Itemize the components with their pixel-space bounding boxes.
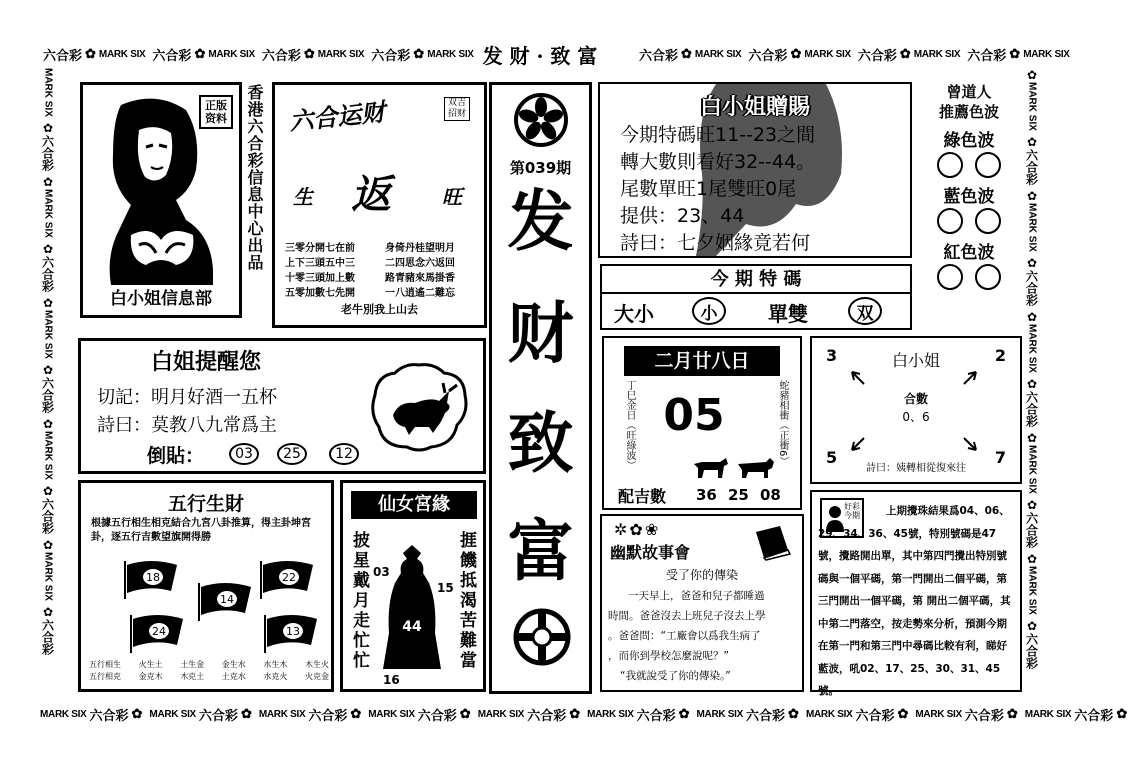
photo-box xyxy=(80,82,242,318)
horse-icon xyxy=(690,456,730,480)
bottom-border-strip xyxy=(40,704,1128,724)
peiji-number: 08 xyxy=(760,486,781,504)
flower-icon: ✿ xyxy=(42,362,54,377)
photo-side-text: 香港六合彩信息中心出品 xyxy=(245,84,264,271)
green-wave-circles xyxy=(920,152,1018,186)
corner-number: 3 xyxy=(826,346,838,365)
right-border-strip xyxy=(1022,68,1042,700)
strip-item: MARK SIX 六合彩 ✿ xyxy=(477,706,581,723)
flower-icon: ✿ xyxy=(1006,706,1018,721)
reminder-title: 白姐提醒您 xyxy=(151,350,262,375)
left-border-strip xyxy=(38,68,58,700)
flower-icon: ✿ xyxy=(790,46,802,61)
ox-icon xyxy=(736,456,776,480)
strip-item: 六合彩 ✿ MARK SIX xyxy=(261,46,365,63)
story-line: 一天早上，爸爸和兒子都睡過 xyxy=(628,590,765,602)
result-box xyxy=(810,490,1022,697)
flower-icon: ✿ xyxy=(131,706,143,721)
flower-icon: ✿ xyxy=(42,174,54,189)
strip-item: 六合彩 xyxy=(40,134,55,171)
flower-icon: ✿ xyxy=(897,706,909,721)
size-value: 小 xyxy=(692,297,726,325)
strip-item: MARK SIX 六合彩 ✿ xyxy=(805,706,909,723)
big-char-fa: 发 xyxy=(507,182,574,260)
strip-item: MARK SIX xyxy=(1026,82,1038,131)
flower-icon: ✿ xyxy=(240,706,252,721)
peiji-number: 36 xyxy=(696,486,717,504)
strip-item: 六合彩 ✿ MARK SIX xyxy=(371,46,474,63)
flower-icon: ✿ xyxy=(1026,618,1038,633)
flag-22 xyxy=(257,559,317,599)
size-label: 大小 xyxy=(614,302,654,326)
ox-emblem-icon xyxy=(369,361,469,453)
flower-icon: ✿ xyxy=(459,706,471,721)
flower-icon: ✿ xyxy=(42,604,54,619)
strip-item: MARK SIX 六合彩 ✿ xyxy=(368,706,471,723)
strip-item: MARK SIX xyxy=(1026,202,1038,252)
special-title: 今 期 特 碼 xyxy=(602,266,910,294)
flower-icon: ✿ xyxy=(85,46,96,61)
gift-lines xyxy=(620,122,815,257)
flag-24 xyxy=(127,613,187,653)
flag-18 xyxy=(121,559,181,599)
fairy-box xyxy=(340,480,486,692)
date-right-vertical: 蛇豬相衝（正衝6） xyxy=(777,380,788,467)
flower-sprig-icon: ✲✿❀ xyxy=(614,520,661,539)
heshu-label: 合數 xyxy=(903,392,928,406)
strip-item: 六合彩 xyxy=(1024,632,1039,669)
empty-circle xyxy=(975,264,1001,290)
gift-line: 詩曰：七夕姻緣竟若何 xyxy=(620,232,811,254)
official-badge: 正版资料 xyxy=(199,95,233,129)
footer-cell: 火生土 xyxy=(138,660,163,669)
flower-icon: ✿ xyxy=(569,706,581,721)
strip-item: 六合彩 xyxy=(1024,148,1039,185)
fairy-right-poem: 捱饑抵渴苦難當 xyxy=(456,531,476,671)
strip-item: MARK SIX xyxy=(42,68,54,117)
footer-cell: 水生木 xyxy=(263,660,288,669)
flag-14 xyxy=(195,581,255,621)
footer-cell: 火克金 xyxy=(304,672,329,681)
strip-item: MARK SIX 六合彩 ✿ xyxy=(1024,706,1128,723)
poem-line: 上下三頭五中三 xyxy=(285,258,355,269)
flower-icon: ✿ xyxy=(1026,68,1038,82)
poem-line: 十零三頭加上數 xyxy=(285,273,355,284)
empty-circle xyxy=(937,152,963,178)
strip-item: MARK SIX xyxy=(42,551,54,601)
hk-bauhinia-logo xyxy=(514,93,568,147)
liuhe-footer: 老牛別我上山去 xyxy=(341,303,418,316)
strip-item: 六合彩 ✿ MARK SIX xyxy=(639,46,742,63)
heshu-value: 0、6 xyxy=(902,410,930,424)
fairy-title: 仙女宮緣 xyxy=(351,491,477,519)
strip-item: 六合彩 xyxy=(1024,269,1039,306)
big-char-fu: 富 xyxy=(507,512,574,590)
book-icon xyxy=(750,524,794,560)
flower-icon: ✿ xyxy=(1026,188,1038,203)
blue-wave-circles xyxy=(920,208,1018,242)
flower-icon: ✿ xyxy=(1026,497,1038,512)
strip-item: 六合彩 ✿ MARK SIX xyxy=(43,46,146,63)
daotie-number: 12 xyxy=(329,443,359,465)
flower-icon: ✿ xyxy=(42,120,54,135)
story-title: 幽默故事會 xyxy=(610,543,691,562)
big-char-zhi: 致 xyxy=(507,404,574,482)
flower-icon: ✿ xyxy=(350,706,362,721)
red-wave-circles xyxy=(920,264,1018,298)
poem-line: 五零加數七先開 xyxy=(285,288,355,299)
footer-cell: 土克水 xyxy=(221,672,246,681)
fairy-num-left: 03 xyxy=(373,565,390,579)
strip-item: 六合彩 ✿ MARK SIX xyxy=(748,46,851,63)
parity-value: 双 xyxy=(848,297,882,325)
flower-icon: ✿ xyxy=(303,46,315,61)
wuxing-box xyxy=(78,480,334,692)
flower-icon: ✿ xyxy=(899,46,911,61)
flower-icon: ✿ xyxy=(1116,706,1128,721)
strip-item: MARK SIX xyxy=(42,188,54,238)
strip-item: 六合彩 ✿ MARK SIX xyxy=(967,46,1070,63)
liuhe-right-char: 旺 xyxy=(442,185,462,209)
blue-wave-label: 藍色波 xyxy=(943,187,995,207)
photo-caption: 白小姐信息部 xyxy=(110,289,212,309)
gift-title: 白小姐贈賜 xyxy=(699,95,810,120)
liuhe-right-lines xyxy=(385,241,455,301)
wuxing-title: 五行生財 xyxy=(167,493,244,515)
corner-number: 7 xyxy=(994,448,1006,467)
date-big-number: 05 xyxy=(663,390,725,441)
special-code-box xyxy=(600,264,912,330)
peiji-label: 配吉數 xyxy=(618,487,667,506)
strip-item: MARK SIX xyxy=(1026,444,1038,494)
footer-cell: 土生金 xyxy=(180,660,205,669)
story-box xyxy=(600,514,804,692)
strip-item: 六合彩 ✿ MARK SIX xyxy=(857,46,961,63)
parity-label: 單雙 xyxy=(768,302,808,326)
flower-icon: ✿ xyxy=(678,706,690,721)
poem-line: 一八逍遙二難忘 xyxy=(385,288,455,299)
flower-icon: ✿ xyxy=(1026,430,1038,445)
flower-icon: ✿ xyxy=(1026,376,1038,391)
strip-item: MARK SIX xyxy=(1026,323,1038,373)
daotie-label: 倒貼： xyxy=(147,445,205,467)
strip-item: MARK SIX 六合彩 ✿ xyxy=(587,706,690,723)
flower-icon: ✿ xyxy=(1026,551,1038,566)
flower-icon: ✿ xyxy=(681,46,692,61)
lucky-badge-text: 好彩今期 xyxy=(844,502,860,520)
poem-line: 身倚丹桂望明月 xyxy=(385,243,455,254)
gift-line: 今期特碼旺11--23之間 xyxy=(620,124,816,146)
story-body xyxy=(608,586,804,686)
date-left-vertical: 丁巳金日（旺綠波） xyxy=(624,380,635,470)
story-line: “我就說受了你的傳染。” xyxy=(620,670,731,682)
liuhe-stamp: 双吉招财 xyxy=(444,97,470,121)
flower-icon: ✿ xyxy=(788,706,799,721)
red-wave-label: 紅色波 xyxy=(943,243,995,263)
flag-number: 18 xyxy=(141,567,165,587)
corner-number: 2 xyxy=(994,346,1006,365)
top-border-strip-left xyxy=(40,44,474,64)
strip-item: MARK SIX 六合彩 ✿ xyxy=(696,706,799,723)
peiji-number: 25 xyxy=(728,486,749,504)
strip-item: MARK SIX 六合彩 ✿ xyxy=(40,706,143,723)
liuhe-left-lines xyxy=(285,241,355,301)
fairy-left-poem: 披星戴月走忙忙 xyxy=(349,531,369,671)
big-char-cai: 财 xyxy=(507,294,574,372)
flag-13 xyxy=(261,613,321,653)
white-lady-title: 白小姐 xyxy=(891,351,940,370)
gift-line: 轉大數則看好32--44。 xyxy=(620,151,816,173)
strip-item: 六合彩 xyxy=(40,618,55,655)
strip-item: 六合彩 xyxy=(40,376,55,413)
empty-circle xyxy=(975,152,1001,178)
fairy-figure-image xyxy=(381,543,443,671)
flower-icon: ✿ xyxy=(42,537,54,552)
flower-icon: ✿ xyxy=(42,241,54,256)
strip-item: 六合彩 xyxy=(1024,511,1039,548)
gift-line: 提供：23、44 xyxy=(620,205,745,227)
top-border-strip-right xyxy=(636,44,1070,64)
wuxing-desc: 根據五行相生相克結合九宮八卦推算，得主卦坤宮卦，逐五行吉數望旗開得勝 xyxy=(91,518,311,543)
strip-item: 六合彩 xyxy=(40,255,55,292)
top-title: 发 财 · 致 富 xyxy=(482,44,598,68)
flower-icon: ✿ xyxy=(1026,134,1038,149)
liuhe-box xyxy=(272,82,487,328)
gift-box xyxy=(598,82,912,258)
date-box xyxy=(602,336,802,510)
wealth-emblem-icon xyxy=(512,607,572,667)
footer-cell: 水克火 xyxy=(263,672,288,681)
strip-item: MARK SIX 六合彩 ✿ xyxy=(258,706,362,723)
reminder-line1: 切記：明月好酒一五杯 xyxy=(97,387,277,408)
strip-item: MARK SIX xyxy=(42,309,54,359)
fairy-num-right: 15 xyxy=(437,581,454,595)
gift-line: 尾數單旺1尾雙旺0尾 xyxy=(620,178,797,200)
empty-circle xyxy=(937,208,963,234)
empty-circle xyxy=(975,208,1001,234)
wave-title-line2: 推薦色波 xyxy=(938,103,999,121)
footer-cell: 金克木 xyxy=(138,672,163,681)
flower-icon: ✿ xyxy=(194,46,206,61)
wuxing-footer xyxy=(89,659,329,683)
footer-cell: 五行相克 xyxy=(89,672,121,681)
reminder-box xyxy=(78,338,486,474)
flag-number: 13 xyxy=(281,621,305,641)
white-lady-box xyxy=(810,336,1022,484)
flower-icon: ✿ xyxy=(42,416,54,431)
flower-icon: ✿ xyxy=(42,295,54,310)
footer-cell: 木生火 xyxy=(304,660,329,669)
story-line: ，而你到學校怎麼說呢？” xyxy=(608,650,729,662)
poem-line: 二四思念六返回 xyxy=(385,258,455,269)
flower-icon: ✿ xyxy=(1026,255,1038,270)
fairy-num-bottom: 16 xyxy=(383,673,400,687)
issue-number: 第039期 xyxy=(509,159,572,177)
empty-circle xyxy=(937,264,963,290)
reminder-line2: 詩曰：莫教八九常爲主 xyxy=(97,415,277,436)
corner-number: 5 xyxy=(826,448,838,467)
flower-icon: ✿ xyxy=(413,46,425,61)
wave-box xyxy=(920,82,1018,332)
liuhe-left-char: 生 xyxy=(293,185,313,209)
flag-number: 22 xyxy=(277,567,301,587)
green-wave-label: 綠色波 xyxy=(943,131,995,151)
flower-icon: ✿ xyxy=(42,483,54,498)
strip-item: 六合彩 xyxy=(40,497,55,534)
strip-item: MARK SIX 六合彩 ✿ xyxy=(149,706,252,723)
fairy-num-center: 44 xyxy=(402,619,422,635)
strip-item: 六合彩 ✿ MARK SIX xyxy=(152,46,255,63)
flag-number: 14 xyxy=(215,589,239,609)
strip-item: 六合彩 xyxy=(1024,390,1039,427)
white-lady-poem: 詩曰：姨轉相從復來往 xyxy=(866,463,966,474)
poem-line: 路青豬來馬掛香 xyxy=(385,273,455,284)
result-text: 上期攪珠結果爲04、06、29、34、36、45號，特別號碼是47號，攪路開出單，其中第四門攪出特別號碼與一個平碼，第一門開出二個平碼，第三門開出一個平碼，第 開出二個平碼，其中第二門落空，按走勢來分析，預測今期在第一門和第三門中尋碼比較有利，睇好藍波，吼02、17、25、30、31、45號。 xyxy=(818,505,1011,697)
flower-icon: ✿ xyxy=(1026,309,1038,324)
footer-cell: 五行相生 xyxy=(89,660,121,669)
daotie-number: 25 xyxy=(277,443,307,465)
liuhe-title: 六合运财 xyxy=(287,97,387,136)
center-column xyxy=(489,82,592,694)
story-line: 時間。爸爸沒去上班兒子沒去上學 xyxy=(608,610,766,622)
date-title: 二月廿八日 xyxy=(624,346,780,376)
footer-cell: 金生水 xyxy=(221,660,246,669)
strip-item: MARK SIX 六合彩 ✿ xyxy=(915,706,1018,723)
wave-title-line1: 曾道人 xyxy=(946,83,992,101)
flag-number: 24 xyxy=(147,621,171,641)
strip-item: MARK SIX xyxy=(1026,565,1038,615)
story-line: 。爸爸問：“工廠會以爲我生病了 xyxy=(608,630,761,642)
flower-icon: ✿ xyxy=(1009,46,1021,61)
poem-line: 三零分開七在前 xyxy=(285,243,355,254)
strip-item: MARK SIX xyxy=(42,430,54,480)
story-subtitle: 受了你的傳染 xyxy=(665,568,738,582)
daotie-number: 03 xyxy=(229,443,259,465)
liuhe-center-char: 返 xyxy=(351,171,391,218)
footer-cell: 木克土 xyxy=(180,672,205,681)
